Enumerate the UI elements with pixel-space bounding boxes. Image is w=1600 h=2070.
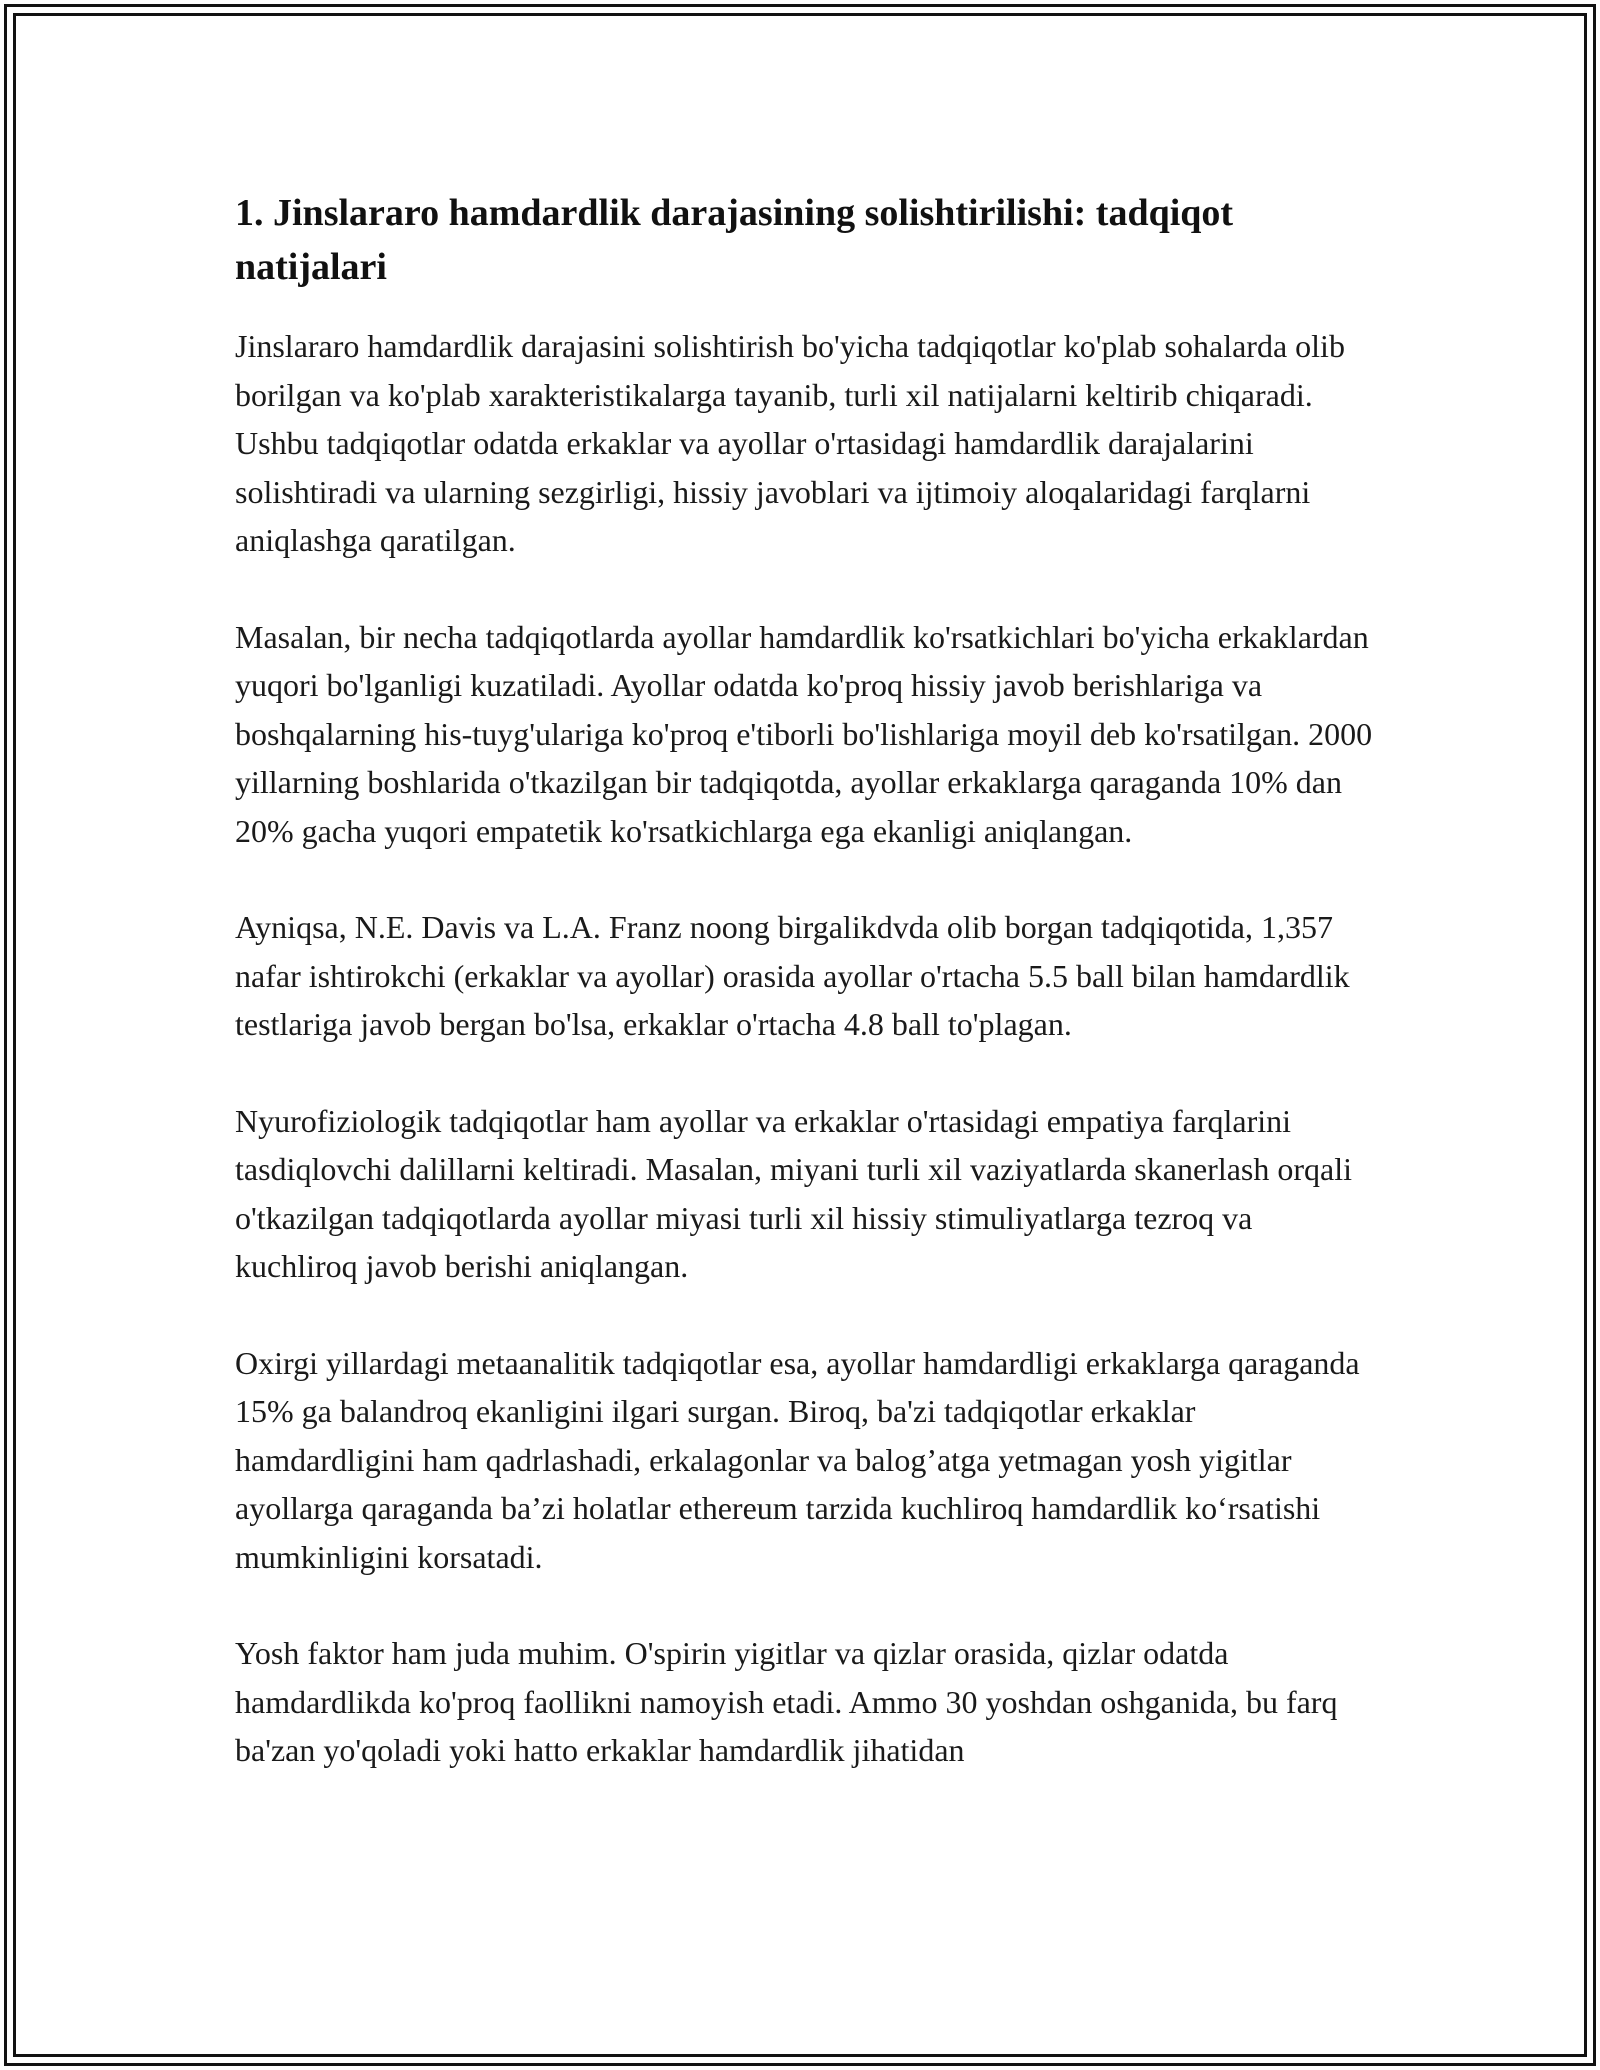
paragraph-2: Masalan, bir necha tadqiqotlarda ayollar hamdardlik ko'rsatkichlari bo'yicha erkaklardan yuqori bo'lganligi kuzatiladi. Ayollar odatda ko'proq hissiy javob berishlariga va boshqalarning his-tuyg'ulariga ko'proq e'tiborli bo'lishlariga moyil deb ko'rsatilgan. 2000 yillarning boshlarida o'tkazilgan bir tadqiqotda, ayollar erkaklarga qaraganda 10% dan 20% gacha yuqori empatetik ko'rsatkichlarga ega ekanligi aniqlangan. (235, 618, 1373, 849)
paragraph-4: Nyurofiziologik tadqiqotlar ham ayollar va erkaklar o'rtasidagi empatiya farqlarini tasdiqlovchi dalillarni keltiradi. Masalan, miyani turli xil vaziyatlarda skanerlash orqali o'tkazilgan tadqiqotlarda ayollar miyasi turli xil hissiy stimuliyatlarga tezroq va kuchliroq javob berishi aniqlangan. (235, 1102, 1352, 1284)
section-heading: 1. Jinslararo hamdardlik darajasining solishtirilishi: tadqiqot natijalari (235, 192, 1234, 288)
paragraph-6: Yosh faktor ham juda muhim. O'spirin yigitlar va qizlar orasida, qizlar odatda hamdardlikda ko'proq faollikni namoyish etadi. Ammo 30 yoshdan oshganida, bu farq ba'zan yo'qoladi yoki hatto erkaklar hamdardlik jihatidan (235, 1635, 1338, 1768)
paragraph-5: Oxirgi yillardagi metaanalitik tadqiqotlar esa, ayollar hamdardligi erkaklarga qaraganda 15% ga balandroq ekanligini ilgari surgan. Biroq, ba'zi tadqiqotlar erkaklar hamdardligini ham qadrlashadi, erkalagonlar va balog’atga yetmagan yosh yigitlar ayollarga qaraganda ba’zi holatlar ethereum tarzida kuchliroq hamdardlik ko‘rsatishi mumkinligini korsatadi. (235, 1344, 1360, 1575)
document-body (235, 186, 1375, 1823)
paragraph-1: Jinslararo hamdardlik darajasini solishtirish bo'yicha tadqiqotlar ko'plab sohalarda olib borilgan va ko'plab xarakteristikalarga tayanib, turli xil natijalarni keltirib chiqaradi. Ushbu tadqiqotlar odatda erkaklar va ayollar o'rtasidagi hamdardlik darajalarini solishtiradi va ularning sezgirligi, hissiy javoblari va ijtimoiy aloqalaridagi farqlarni aniqlashga qaratilgan. (235, 328, 1345, 558)
paragraph-3: Ayniqsa, N.E. Davis va L.A. Franz noong birgalikdvda olib borgan tadqiqotida, 1,357 nafar ishtirokchi (erkaklar va ayollar) orasida ayollar o'rtacha 5.5 ball bilan hamdardlik testlariga javob bergan bo'lsa, erkaklar o'rtacha 4.8 ball to'plagan. (235, 909, 1350, 1042)
